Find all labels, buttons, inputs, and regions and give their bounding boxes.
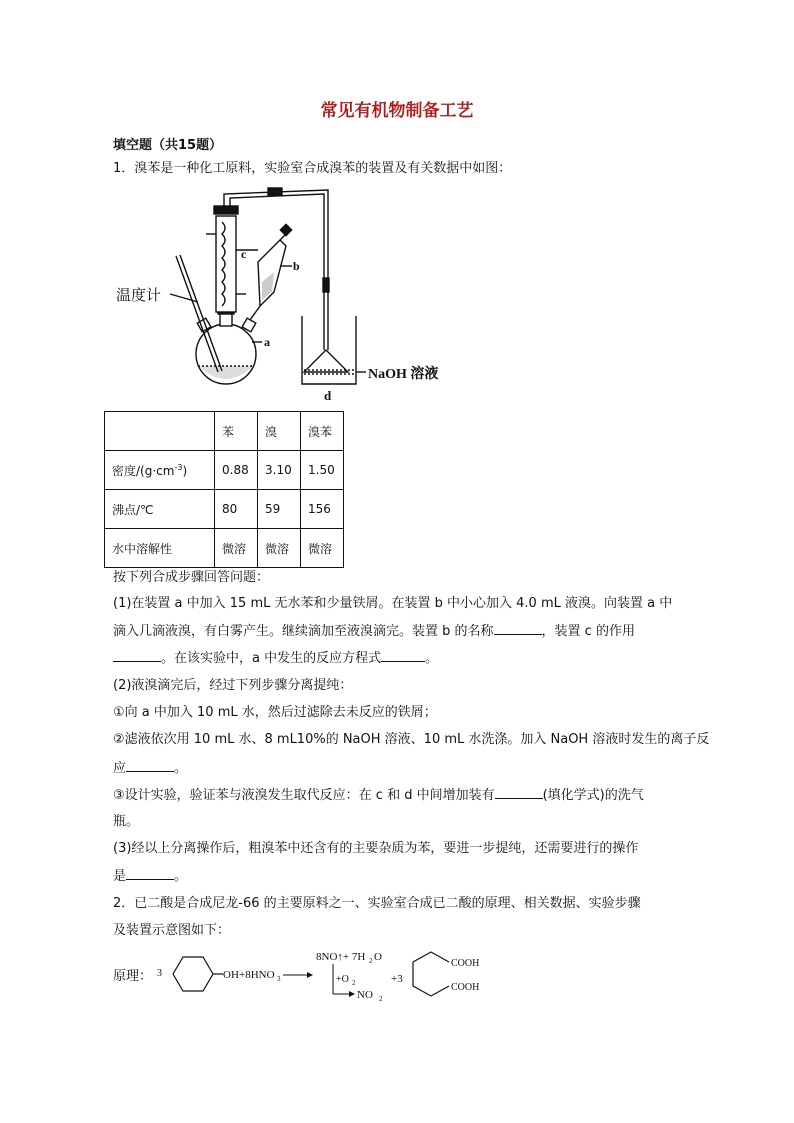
answer-blank[interactable] xyxy=(126,759,174,772)
label-naoh: NaOH 溶液 xyxy=(368,367,439,382)
q1-p2-line2: ①向 a 中加入 10 mL 水，然后过滤除去未反应的铁屑； xyxy=(113,705,437,720)
section-heading: 填空题（共15题） xyxy=(113,138,223,153)
table-cell: 水中溶解性 xyxy=(105,529,215,568)
table-cell: 苯 xyxy=(215,412,258,451)
product-top: 8NO↑+ 7H xyxy=(316,951,366,963)
table-row xyxy=(105,529,344,568)
table-cell: 1.50 xyxy=(301,451,344,490)
coef-left: 3 xyxy=(157,968,162,979)
q1-p2-line3: ②滤液依次用 10 mL 水、8 mL10%的 NaOH 溶液、10 mL 水洗涤。加入 NaOH 溶液时发生的离子反 xyxy=(113,732,710,747)
table-header-row xyxy=(105,412,344,451)
table-cell xyxy=(105,412,215,451)
answer-blank[interactable] xyxy=(113,649,161,662)
text-span: 是 xyxy=(113,869,127,884)
reaction-equation xyxy=(113,944,493,1004)
inverted-funnel xyxy=(304,350,348,372)
condenser-c xyxy=(216,216,236,312)
q1-p1-line3 xyxy=(113,649,438,668)
table-cell xyxy=(105,451,215,490)
q1-p3-line2 xyxy=(113,867,187,886)
cooh-top: COOH xyxy=(451,958,480,969)
table-cell: 微溶 xyxy=(258,529,301,568)
table-cell: 0.88 xyxy=(215,451,258,490)
table-row xyxy=(105,490,344,529)
oh-group: OH xyxy=(223,969,239,981)
density-exponent: -3 xyxy=(174,462,183,472)
coef-right: +3 xyxy=(391,973,403,985)
answer-blank[interactable] xyxy=(126,867,174,880)
hno3-subscript: 3 xyxy=(277,975,281,983)
table-cell: 59 xyxy=(258,490,301,529)
answer-blank[interactable] xyxy=(495,786,543,799)
no2-subscript: 2 xyxy=(379,995,383,1003)
q1-p2-line1: (2)液溴滴完后，经过下列步骤分离提纯： xyxy=(113,678,353,693)
table-cell: 微溶 xyxy=(301,529,344,568)
label-a: a xyxy=(264,335,270,349)
principle-label: 原理： xyxy=(113,969,153,984)
q2-line1: 2．已二酸是合成尼龙-66 的主要原料之一、实验室合成已二酸的原理、相关数据、实验步骤 xyxy=(113,896,641,911)
q1-p3-line1: (3)经以上分离操作后，粗溴苯中还含有的主要杂质为苯，要进一步提纯，还需要进行的操作 xyxy=(113,841,639,856)
label-d: d xyxy=(324,388,332,403)
text-span: 滴入几滴液溴，有白雾产生。继续滴加至液溴滴完。装置 b 的名称 xyxy=(113,624,494,639)
label-thermometer: 温度计 xyxy=(116,286,162,304)
text-span: 。 xyxy=(174,869,188,884)
text-span: (填化学式)的洗气 xyxy=(542,788,644,803)
text-span: 应 xyxy=(113,761,127,776)
hno3: +8HNO xyxy=(239,969,275,981)
o2-subscript: 2 xyxy=(352,979,356,987)
q1-intro: 1．溴苯是一种化工原料，实验室合成溴苯的装置及有关数据中如图： xyxy=(113,161,512,176)
cooh-bottom: COOH xyxy=(451,982,480,993)
h2o-subscript: 2 xyxy=(369,957,373,965)
h2o-oxygen: O xyxy=(374,951,382,963)
text-span: 。在该实验中，a 中发生的反应方程式 xyxy=(161,651,382,666)
answer-blank[interactable] xyxy=(494,622,542,635)
text-span: 。 xyxy=(174,761,188,776)
table-cell: 80 xyxy=(215,490,258,529)
table-cell: 溴苯 xyxy=(301,412,344,451)
q1-prompt: 按下列合成步骤回答问题： xyxy=(113,570,270,585)
o2-reagent: +O xyxy=(336,974,349,985)
q2-line2: 及装置示意图如下： xyxy=(113,923,231,938)
text-span: ③设计实验，验证苯与液溴发生取代反应：在 c 和 d 中间增加装有 xyxy=(113,788,495,803)
table-cell: 沸点/℃ xyxy=(105,490,215,529)
table-cell: 溴 xyxy=(258,412,301,451)
density-close: ) xyxy=(182,463,188,478)
q1-p1-line1: (1)在装置 a 中加入 15 mL 无水苯和少量铁屑。在装置 b 中小心加入 4.0 mL 液溴。向装置 a 中 xyxy=(113,596,673,611)
physical-data-table xyxy=(104,411,344,568)
no2: NO xyxy=(357,989,373,1001)
q1-p2-line6: 瓶。 xyxy=(113,814,140,829)
cyclohexane-ring xyxy=(173,957,213,991)
table-row xyxy=(105,451,344,490)
label-c: c xyxy=(241,247,247,261)
text-span: ，装置 c 的作用 xyxy=(541,624,635,639)
table-cell: 3.10 xyxy=(258,451,301,490)
text-span: 。 xyxy=(425,651,439,666)
density-label: 密度/(g·cm xyxy=(112,463,175,478)
q1-p1-line2 xyxy=(113,622,635,641)
table-cell: 微溶 xyxy=(215,529,258,568)
answer-blank[interactable] xyxy=(381,649,425,662)
q1-p2-line5 xyxy=(113,786,644,805)
q1-p2-line4 xyxy=(113,759,187,778)
page-title: 常见有机物制备工艺 xyxy=(320,101,474,121)
label-b: b xyxy=(293,259,300,273)
bromobenzene-apparatus-figure xyxy=(110,182,470,404)
adipic-acid-chain xyxy=(413,952,449,996)
table-cell: 156 xyxy=(301,490,344,529)
